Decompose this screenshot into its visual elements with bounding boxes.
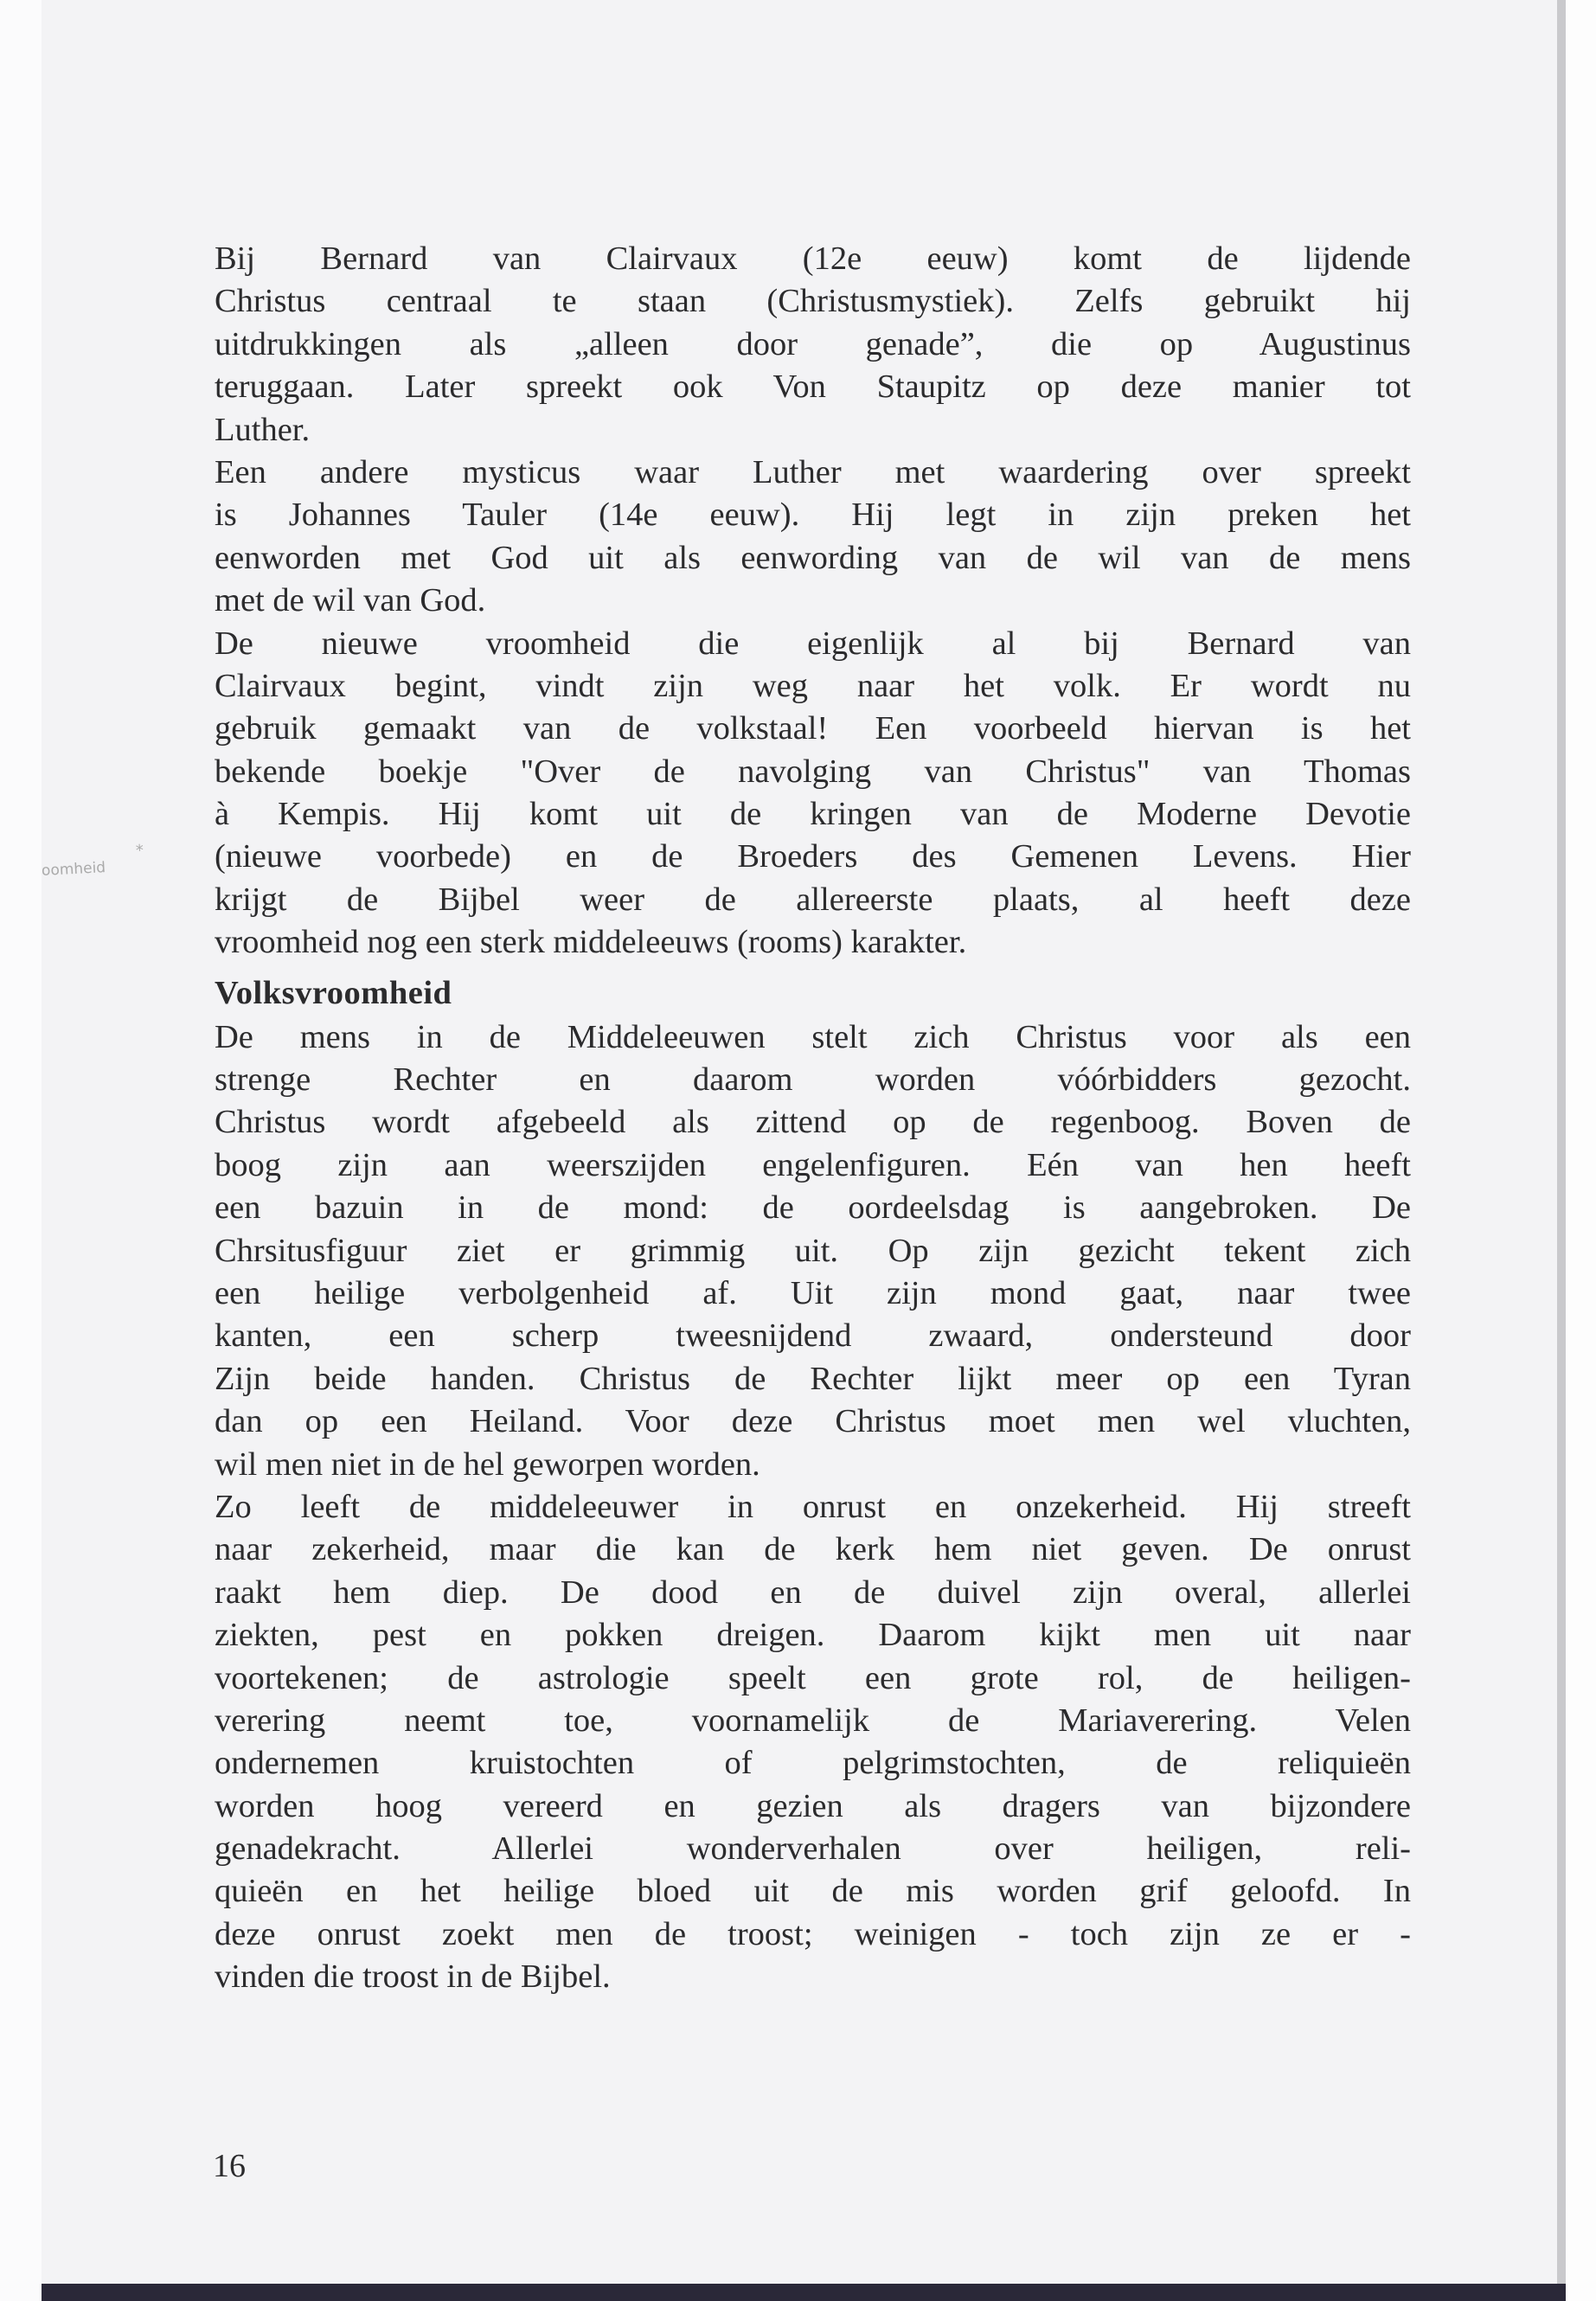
text-line: (nieuwe voorbede) en de Broeders des Gemenen Levens. Hier [215,838,1411,875]
text-line: Clairvaux begint, vindt zijn weg naar het volk. Er wordt nu [215,667,1411,704]
text-line: deze onrust zoekt men de troost; weinigen - toch zijn ze er - [215,1915,1411,1952]
text-line: kanten, een scherp tweesnijdend zwaard, ondersteund door [215,1317,1411,1355]
text-line: dan op een Heiland. Voor deze Christus moet men wel vluchten, [215,1403,1411,1440]
text-line: genadekracht. Allerlei wonderverhalen over heiligen, reli- [215,1830,1411,1868]
text-line: teruggaan. Later spreekt ook Von Staupitz op deze manier tot [215,369,1411,406]
paragraph [215,623,1411,965]
page-right-edge [1557,0,1566,2301]
text-line: Een andere mysticus waar Luther met waardering over spreekt [215,453,1411,490]
text-line: à Kempis. Hij komt uit de kringen van de Moderne Devotie [215,796,1411,833]
text-line: verering neemt toe, voornamelijk de Mariaverering. Velen [215,1702,1411,1739]
text-line: eenworden met God uit als eenwording van de wil van de mens [215,539,1411,576]
margin-note-text: oomheid [41,859,106,880]
text-line: krijgt de Bijbel weer de allereerste plaats, al heeft deze [215,881,1411,918]
text-line: ziekten, pest en pokken dreigen. Daarom kijkt men uit naar [215,1617,1411,1654]
text-line: raakt hem diep. De dood en de duivel zijn overal, allerlei [215,1574,1411,1611]
text-line: Zijn beide handen. Christus de Rechter lijkt meer op een Tyran [215,1360,1411,1397]
text-line: De mens in de Middeleeuwen stelt zich Christus voor als een [215,1018,1411,1055]
text-line: wil men niet in de hel geworpen worden. [215,1445,760,1483]
page-number: 16 [213,2148,246,2184]
margin-note-mark: * [135,841,144,861]
paragraph [215,1486,1411,1999]
text-line: uitdrukkingen als „alleen door genade”, die op Augustinus [215,325,1411,362]
text-line: Zo leeft de middeleeuwer in onrust en onzekerheid. Hij streeft [215,1488,1411,1525]
text-line: een heilige verbolgenheid af. Uit zijn mond gaat, naar twee [215,1274,1411,1311]
text-line: Luther. [215,411,311,448]
text-line: quieën en het heilige bloed uit de mis worden grif geloofd. In [215,1873,1411,1910]
text-line: is Johannes Tauler (14e eeuw). Hij legt in zijn preken het [215,497,1411,534]
text-line: Chrsitusfiguur ziet er grimmig uit. Op zijn gezicht tekent zich [215,1232,1411,1269]
text-line: strenge Rechter en daarom worden vóórbidders gezocht. [215,1061,1411,1099]
text-line: boog zijn aan weerszijden engelenfiguren. Eén van hen heeft [215,1146,1411,1183]
text-line: een bazuin in de mond: de oordeelsdag is aangebroken. De [215,1189,1411,1227]
text-line: De nieuwe vroomheid die eigenlijk al bij Bernard van [215,625,1411,662]
text-line: vroomheid nog een sterk middeleeuws (rooms) karakter. [215,924,967,961]
paragraph [215,1016,1411,1486]
text-line: worden hoog vereerd en gezien als dragers van bijzondere [215,1787,1411,1824]
text-line: Christus centraal te staan (Christusmystiek). Zelfs gebruikt hij [215,283,1411,320]
text-line: vinden die troost in de Bijbel. [215,1958,611,1996]
section-heading: Volksvroomheid [215,974,452,1011]
text-line: met de wil van God. [215,582,486,619]
page-bottom-edge [42,2284,1566,2301]
text-line: ondernemen kruistochten of pelgrimstochten, de reliquieën [215,1745,1411,1782]
page-right-margin [1566,0,1596,2301]
text-line: gebruik gemaakt van de volkstaal! Een voorbeeld hiervan is het [215,710,1411,747]
text-line: Bij Bernard van Clairvaux (12e eeuw) komt de lijdende [215,240,1411,277]
body-text [215,238,1411,1999]
paragraph [215,452,1411,623]
text-line: bekende boekje "Over de navolging van Christus" van Thomas [215,753,1411,790]
text-line: Christus wordt afgebeeld als zittend op de regenboog. Boven de [215,1104,1411,1141]
page-left-edge [0,0,42,2301]
text-line: naar zekerheid, maar die kan de kerk hem niet geven. De onrust [215,1531,1411,1568]
text-line: voortekenen; de astrologie speelt een grote rol, de heiligen- [215,1659,1411,1696]
paragraph [215,238,1411,452]
handwritten-margin-note [41,841,144,880]
